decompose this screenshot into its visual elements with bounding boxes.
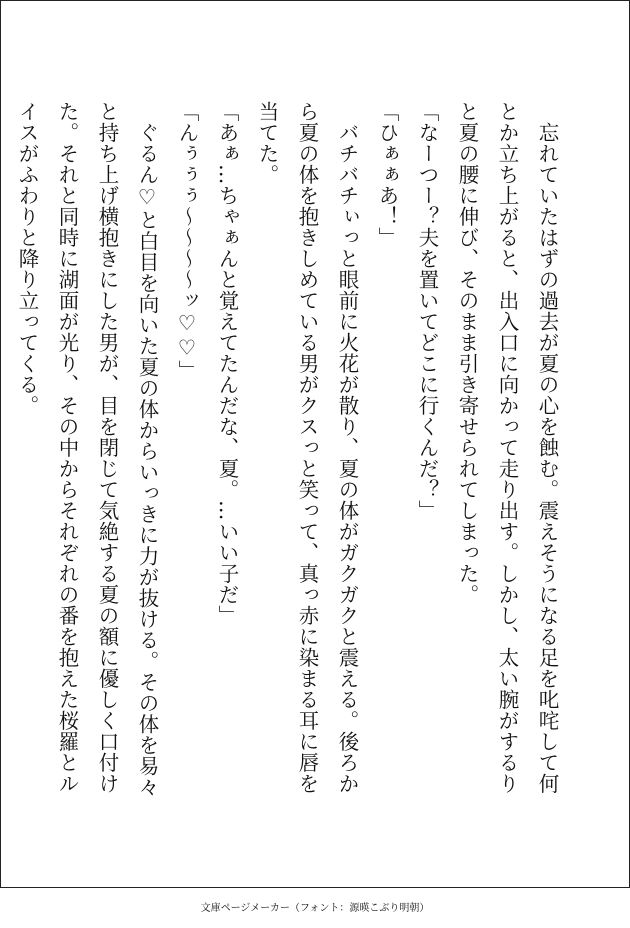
dialogue-line: 「なーつー？夫を置いてどこに行くんだ？」 [415,101,439,521]
dialogue-line: 「あぁ…ちゃぁんと覚えてたんだな、夏。…いい子だ」 [215,101,239,626]
dialogue-line: 「ひぁぁあ！」 [375,101,399,248]
vertical-text-body [15,101,567,801]
paragraph: 忘れていたはずの過去が夏の心を蝕む。震えそうになる足を叱咤して何とか立ち上がると、出入口に向かって走り出す。しかし、太い腕がするりと夏の腰に伸び、そのまま引き寄せられてしまった。 [455,101,559,794]
paragraph: ぐるん♡と白目を向いた夏の体からいっきに力が抜ける。その体を易々と持ち上げ横抱きにした男が、目を閉じて気絶する夏の額に優しく口付けた。それと同時に湖面が光り、その中からそれぞれの番を抱えた桜羅とルイスがふわりと降り立ってくる。 [15,101,159,797]
footer-caption: 文庫ページメーカー（フォント：源暎こぶり明朝） [200,903,430,914]
dialogue-line: 「んぅぅぅ〜〜〜〜ッ♡♡」 [175,101,199,381]
paragraph: バチバチぃっと眼前に火花が散り、夏の体がガクガクと震える。後ろから夏の体を抱きしめている男がクスっと笑って、真っ赤に染まる耳に唇を当てた。 [255,101,359,794]
